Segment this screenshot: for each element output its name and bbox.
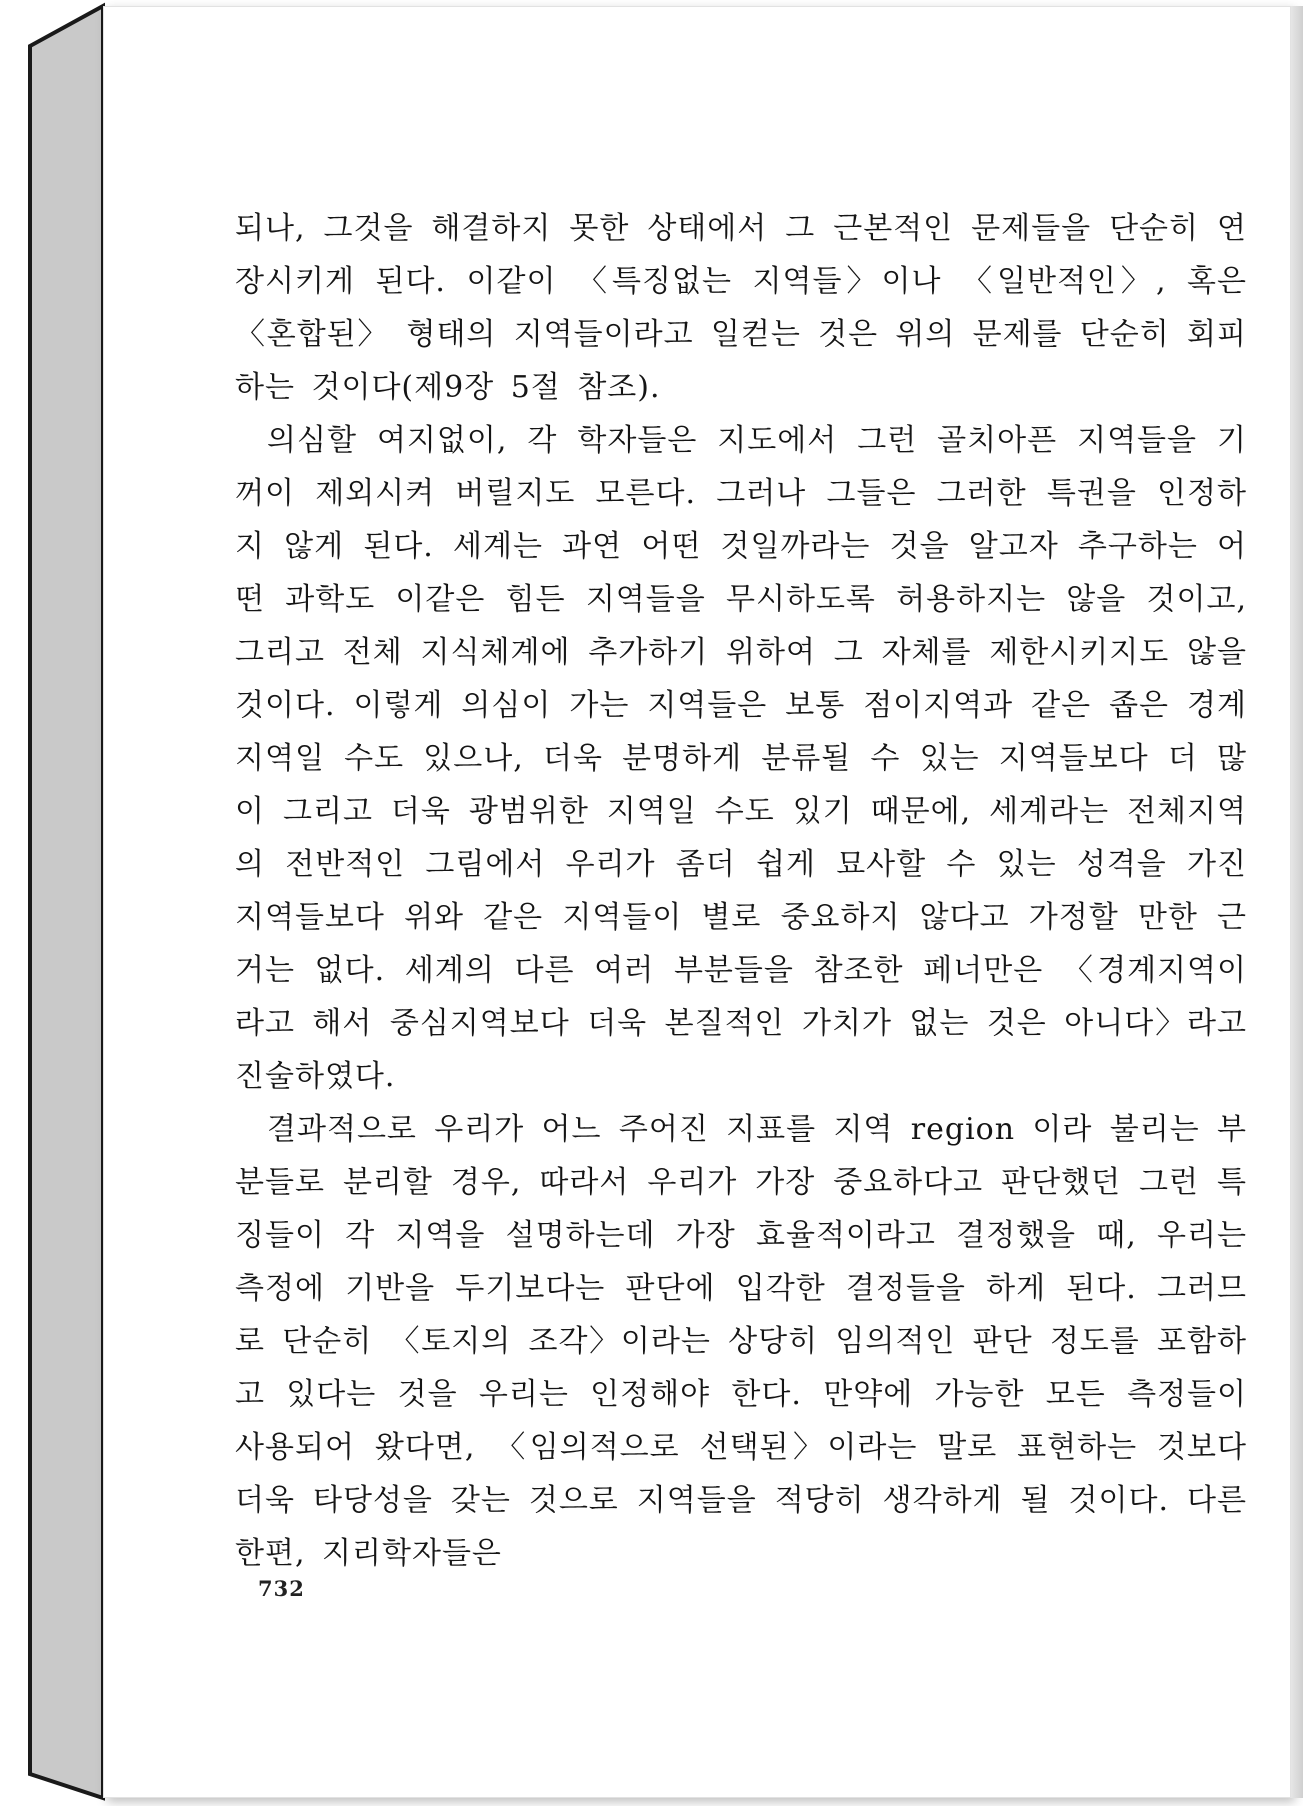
paragraph-2: 의심할 여지없이, 각 학자들은 지도에서 그런 골치아픈 지역들을 기꺼이 제외시켜 버릴지도 모른다. 그러나 그들은 그러한 특권을 인정하지 않게 된다. 세계는 과연 어떤 것일까라는 것을 알고자 추구하는 어떤 과학도 이같은 힘든 지역들을 무시하도록 허용하지는 않을 것이고, 그리고 전체 지식체계에 추가하기 위하여 그 자체를 제한시키지도 않을 것이다. 이렇게 의심이 가는 지역들은 보통 점이지역과 같은 좁은 경계지역일 수도 있으나, 더욱 분명하게 분류될 수 있는 지역들보다 더 많이 그리고 더욱 광범위한 지역일 수도 있기 때문에, 세계라는 전체지역의 전반적인 그림에서 우리가 좀더 쉽게 묘사할 수 있는 성격을 가진 지역들보다 위와 같은 지역들이 별로 중요하지 않다고 가정할 만한 근거는 없다. 세계의 다른 여러 부분들을 참조한 페너만은 〈경계지역이라고 해서 중심지역보다 더욱 본질적인 가치가 없는 것은 아니다〉라고 진술하였다. xyxy=(235,423,1247,1094)
body-text xyxy=(235,202,1247,1580)
paragraph-3: 결과적으로 우리가 어느 주어진 지표를 지역 region 이라 불리는 부분들로 분리할 경우, 따라서 우리가 가장 중요하다고 판단했던 그런 특징들이 각 지역을 설명하는데 가장 효율적이라고 결정했을 때, 우리는 측정에 기반을 두기보다는 판단에 입각한 결정들을 하게 된다. 그러므로 단순히 〈토지의 조각〉이라는 상당히 임의적인 판단 정도를 포함하고 있다는 것을 우리는 인정해야 한다. 만약에 가능한 모든 측정들이 사용되어 왔다면, 〈임의적으로 선택된〉이라는 말로 표현하는 것보다 더욱 타당성을 갖는 것으로 지역들을 적당히 생각하게 될 것이다. 다른 한편, 지리학자들은 xyxy=(235,1112,1247,1571)
book-spine xyxy=(0,0,110,1806)
book-spine-graphic xyxy=(0,0,110,1806)
page-number: 732 xyxy=(258,1576,305,1601)
page-edge xyxy=(1291,6,1303,1798)
paragraph-1: 되나, 그것을 해결하지 못한 상태에서 그 근본적인 문제들을 단순히 연장시키게 된다. 이같이 〈특징없는 지역들〉이나 〈일반적인〉, 혹은 〈혼합된〉 형태의 지역들이라고 일컫는 것은 위의 문제를 단순히 회피하는 것이다(제9장 5절 참조). xyxy=(235,211,1247,405)
book-page xyxy=(103,6,1291,1798)
